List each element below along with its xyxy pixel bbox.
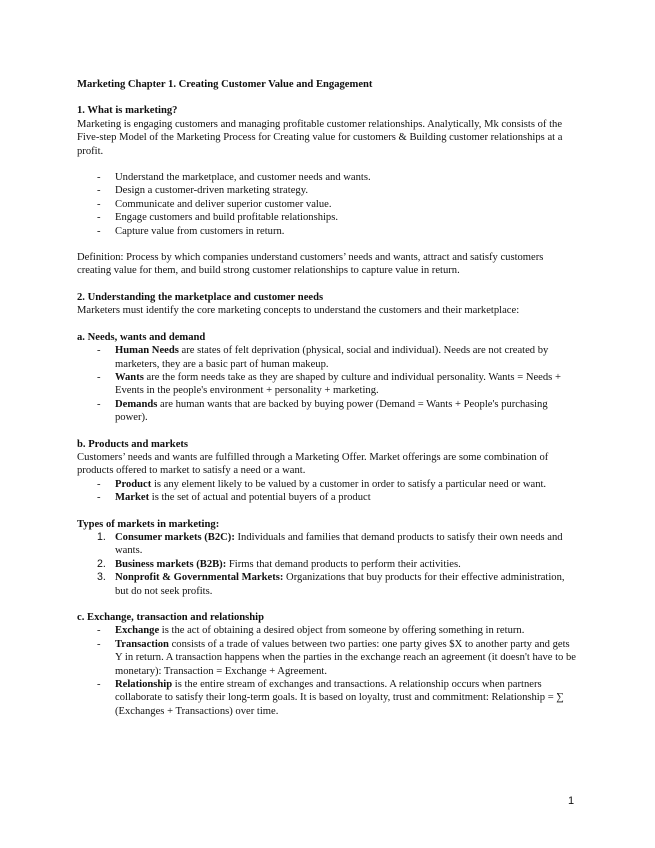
section-2-intro: Marketers must identify the core marketing concepts to understand the customers and their marketplace:	[77, 305, 520, 317]
list-item	[77, 571, 577, 598]
item-number: 2.	[97, 557, 106, 570]
exchange-transaction-relationship-list	[77, 624, 577, 718]
term-definition: is the entire stream of exchanges and transactions. A relationship occurs when partners collaborate to satisfy their long-term goals. It is based on loyalty, trust and commitment: Relationship = ∑ (Exchanges + Transactions) over time.	[115, 679, 564, 717]
market-types-list	[77, 531, 577, 598]
section-2-heading: 2. Understanding the marketplace and customer needs	[77, 291, 324, 303]
market-types-heading: Types of markets in marketing:	[77, 518, 220, 530]
term: Consumer markets (B2C):	[115, 531, 235, 543]
list-item	[77, 398, 577, 425]
term-definition: Organizations that buy products for their effective administration, but do not seek profits.	[115, 572, 565, 597]
term-definition: are the form needs take as they are shaped by culture and individual personality. Wants = Needs + Events in the people's environment + personality + marketing.	[115, 371, 561, 397]
term-definition: is any element likely to be valued by a customer in order to satisfy a particular need or want.	[151, 478, 547, 490]
page-number: 1	[568, 795, 575, 807]
term: Relationship	[115, 679, 173, 691]
term: Transaction	[115, 638, 169, 650]
list-item: - Design a customer-driven marketing strategy.	[77, 184, 577, 197]
marketing-definition: Definition: Process by which companies understand customers’ needs and wants, attract and satisfy customers creating value for them, and build strong customer relationships to capture value in return.	[77, 252, 544, 277]
subsection-b-intro: Customers’ needs and wants are fulfilled through a Marketing Offer. Market offerings are some combination of products offered to market to satisfy a need or a want.	[77, 451, 549, 477]
list-item	[77, 558, 577, 571]
list-item: - Communicate and deliver superior customer value.	[77, 198, 577, 211]
term: Human Needs	[115, 345, 179, 357]
list-item	[77, 678, 577, 718]
term-definition: Individuals and families that demand products to satisfy their own needs and wants.	[115, 531, 563, 557]
term: Exchange	[115, 625, 160, 637]
section-1-heading: 1. What is marketing?	[77, 105, 178, 117]
needs-wants-demand-list	[77, 344, 577, 424]
term-definition: is the set of actual and potential buyers of a product	[149, 492, 371, 504]
document-title: Marketing Chapter 1. Creating Customer Value and Engagement	[77, 79, 373, 90]
list-item	[77, 371, 577, 398]
term-definition: is the act of obtaining a desired object from someone by offering something in return.	[159, 625, 525, 637]
term-definition: Firms that demand products to perform their activities.	[226, 558, 461, 570]
page-content	[77, 78, 577, 718]
list-item: - Capture value from customers in return.	[77, 225, 577, 238]
item-number: 1.	[97, 530, 106, 543]
term: Nonprofit & Governmental Markets:	[115, 572, 284, 584]
term-definition: are human wants that are backed by buying power (Demand = Wants + People's purchasing power).	[115, 398, 548, 424]
term: Demands	[115, 398, 158, 410]
subsection-c-heading: c. Exchange, transaction and relationship	[77, 612, 264, 623]
term: Market	[115, 492, 150, 504]
list-item	[77, 531, 577, 558]
item-number: 3.	[97, 571, 106, 584]
list-item	[77, 344, 577, 371]
term: Business markets (B2B):	[115, 558, 227, 570]
products-markets-list	[77, 478, 577, 505]
term-definition: consists of a trade of values between two parties: one party gives $X to another party and gets Y in return. A transaction happens when the parties in the exchange reach an agreement (it doesn't have to be monetary): Transaction = Exchange + Agreement.	[115, 638, 576, 677]
list-item	[77, 624, 577, 637]
list-item: - Engage customers and build profitable relationships.	[77, 211, 577, 224]
subsection-a-heading: a. Needs, wants and demand	[77, 331, 206, 343]
term: Wants	[115, 371, 144, 383]
section-1-intro: Marketing is engaging customers and managing profitable customer relationships. Analytically, Mk consists of the Five-step Model of the Marketing Process for Creating value for customers & Building customer relationships at a profit.	[77, 118, 563, 157]
list-item	[77, 478, 577, 491]
term: Product	[115, 478, 152, 490]
list-item	[77, 491, 577, 504]
term-definition: are states of felt deprivation (physical, social and individual). Needs are not created by marketers, they are a basic part of human makeup.	[115, 345, 549, 370]
marketing-process-steps	[77, 171, 577, 238]
list-item	[77, 638, 577, 678]
subsection-b-heading: b. Products and markets	[77, 438, 189, 450]
list-item: - Understand the marketplace, and customer needs and wants.	[77, 171, 577, 184]
